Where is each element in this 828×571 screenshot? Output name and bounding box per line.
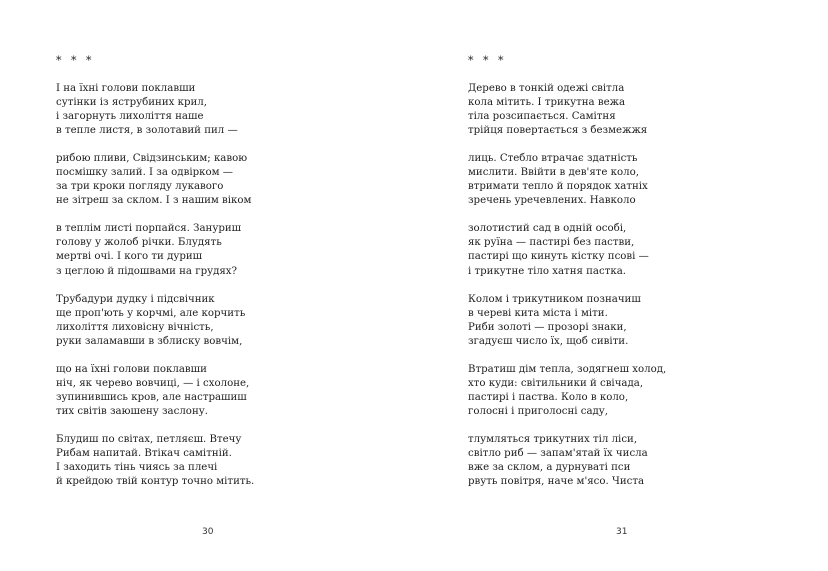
- verse-line: що на їхні голови поклавши: [56, 363, 207, 375]
- stanza: [468, 82, 718, 138]
- section-stars: * * *: [56, 54, 95, 67]
- page-number: 31: [616, 527, 628, 537]
- stanza: [56, 293, 306, 349]
- verse-line: рвуть повітря, наче м'ясо. Чиста: [468, 476, 645, 488]
- verse-line: голосні і приголосні саду,: [468, 405, 609, 417]
- verse-line: руки заламавши в зблиску вовчім,: [56, 335, 243, 347]
- verse-line: сутінки із яструбиних крил,: [56, 97, 207, 109]
- stanza: [56, 82, 306, 138]
- verse-line: в череві кита міста і міти.: [468, 307, 608, 319]
- verse-line: згадуєш число їх, щоб сивіти.: [468, 335, 629, 347]
- verse-line: лиць. Стебло втрачає здатність: [468, 153, 638, 165]
- verse-line: Блудиш по світах, петляєш. Втечу: [56, 433, 242, 445]
- stanza: [468, 363, 718, 419]
- verse-line: Дерево в тонкій одежі світла: [468, 83, 625, 94]
- verse-line: з цеглою й підошвами на грудях?: [56, 265, 238, 277]
- verse-line: посмішку залий. І за одвірком —: [56, 167, 233, 179]
- verse-line: і загорнуть лихоліття наше: [56, 111, 204, 123]
- page-number: 30: [202, 527, 214, 537]
- verse-line: Трубадури дудку і підсвічник: [56, 293, 215, 305]
- verse-line: й крейдою твій контур точно мітить.: [56, 476, 255, 488]
- verse-line: рибою пливи, Свідзинським; кавою: [56, 153, 248, 165]
- verse-line: пастирі і паства. Коло в коло,: [468, 391, 629, 403]
- stanza: [56, 222, 306, 278]
- verse-line: пастирі що кинуть кістку псові —: [468, 251, 649, 263]
- verse-line: Колом і трикутником позначиш: [468, 293, 641, 305]
- verse-line: в тепле листя, в золотавий пил —: [56, 125, 238, 137]
- stanza: [468, 152, 718, 208]
- verse-line: мертві очі. І кого ти дуриш: [56, 251, 203, 263]
- right-page: [414, 0, 828, 571]
- section-stars: * * *: [468, 54, 507, 67]
- poem-left: [56, 54, 306, 503]
- verse-line: мислити. Ввійти в дев'яте коло,: [468, 167, 640, 179]
- verse-line: втримати тепло й порядок хатніх: [468, 181, 648, 193]
- verse-line: ще проп'ють у корчмі, але корчить: [56, 307, 246, 319]
- verse-line: за три кроки погляду лукавого: [56, 181, 224, 193]
- stanza-container: [468, 82, 718, 489]
- verse-line: як руїна — пастирі без пастви,: [468, 237, 635, 249]
- verse-line: тлумляться трикутних тіл ліси,: [468, 433, 638, 445]
- verse-line: і трикутне тіло хатня пастка.: [468, 265, 627, 277]
- verse-line: І заходить тінь чиясь за плечі: [56, 462, 218, 474]
- stanza: [468, 433, 718, 489]
- verse-line: голову у жолоб річки. Блудять: [56, 237, 222, 249]
- stanza: [56, 363, 306, 419]
- verse-line: золотистий сад в одній особі,: [468, 223, 627, 235]
- stanza: [56, 152, 306, 208]
- verse-line: ніч, як черево вовчиці, — і схолоне,: [56, 377, 250, 389]
- verse-line: вже за склом, а дурнуваті пси: [468, 462, 631, 474]
- stanza: [468, 222, 718, 278]
- stanza: [56, 433, 306, 489]
- verse-line: тіла розсипається. Самітня: [468, 111, 616, 123]
- verse-line: лихоліття лиховісну вічність,: [56, 321, 214, 333]
- verse-line: Риби золоті — прозорі знаки,: [468, 321, 627, 333]
- verse-line: хто куди: світильники й свічада,: [468, 377, 644, 389]
- stanza: [468, 293, 718, 349]
- verse-line: кола мітить. І трикутна вежа: [468, 97, 626, 109]
- verse-line: Рибам напитай. Втікач самітній.: [56, 447, 232, 459]
- verse-line: зупинившись кров, але настрашиш: [56, 391, 247, 403]
- stanza-container: [56, 82, 306, 489]
- verse-line: зречень уречевлених. Навколо: [468, 195, 636, 207]
- verse-line: не зітреш за склом. І з нашим віком: [56, 195, 252, 207]
- verse-line: тих світів заюшену заслону.: [56, 405, 208, 417]
- verse-line: Втратиш дім тепла, зодягнеш холод,: [468, 363, 667, 375]
- verse-line: в теплім листі порпайся. Зануриш: [56, 223, 242, 235]
- poem-right: [468, 54, 718, 503]
- verse-line: трійця повертається з безмежжя: [468, 125, 648, 137]
- verse-line: І на їхні голови поклавши: [56, 83, 196, 94]
- verse-line: світло риб — запам'ятай їх числа: [468, 447, 648, 459]
